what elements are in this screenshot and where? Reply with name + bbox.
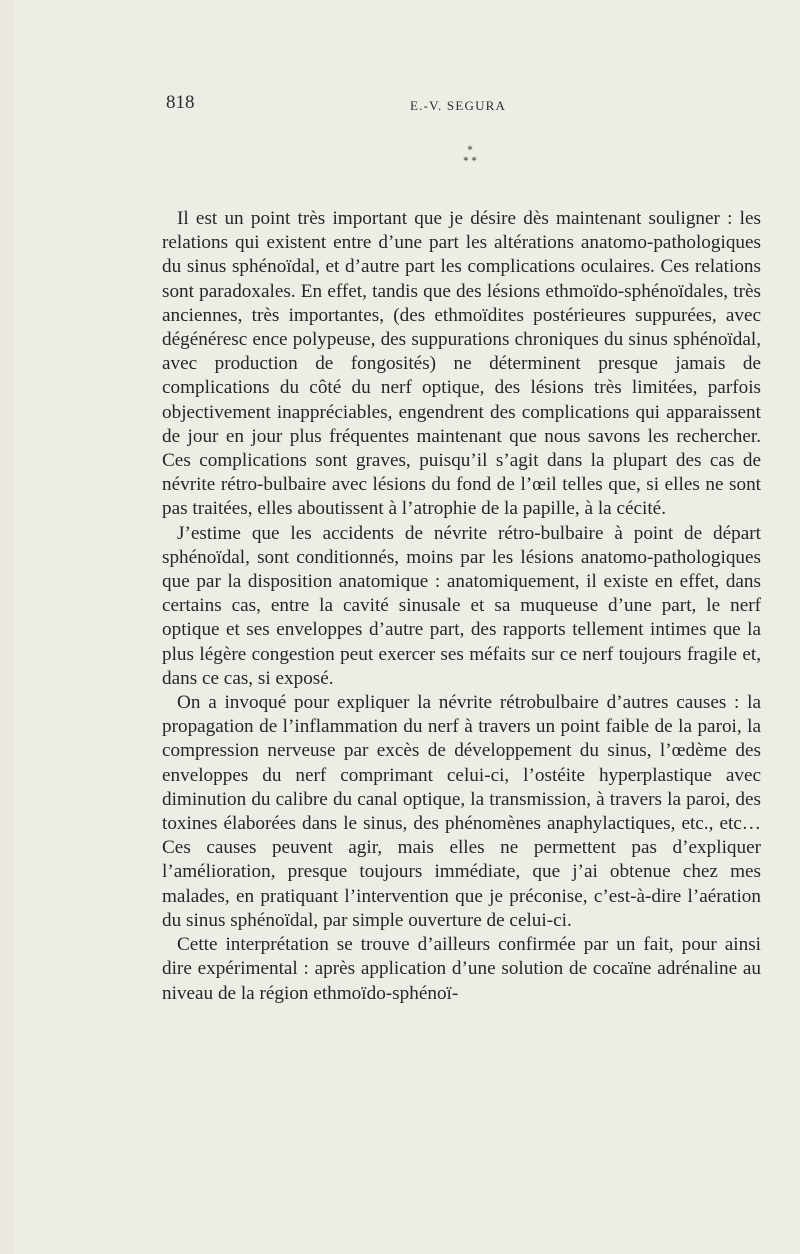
paragraph: On a invoqué pour expliquer la névrite rétrobulbaire d’autres causes : la propagation de l’inflammation du nerf à travers un point faible de la paroi, la compression nerveuse par excès de développement du sinus, l’œdème des enveloppes du nerf comprimant celui-ci, l’ostéite hyperplastique avec diminution du calibre du canal optique, la transmission, à travers la paroi, des toxines élaborées dans le sinus, des phénomènes anaphylactiques, etc., etc… Ces causes peuvent agir, mais elles ne permettent pas d’expliquer l’amélioration, presque toujours immédiate, que j’ai obtenue chez mes malades, en pratiquant l’intervention que je préconise, c’est-à-dire l’aération du sinus sphénoïdal, par simple ouverture de celui-ci. [162, 692, 761, 931]
paragraph: Cette interprétation se trouve d’ailleurs confirmée par un fait, pour ainsi dire expérimental : après application d’une solution de cocaïne adrénaline au niveau de la région ethmoïdo-sphénoï- [162, 934, 761, 1004]
page-number: 818 [166, 92, 195, 113]
running-title: E.-V. SEGURA [410, 98, 507, 113]
section-separator [440, 146, 500, 168]
body-text [162, 207, 761, 1006]
separator-star-bottom: * * [463, 156, 477, 167]
paragraph: Il est un point très important que je désire dès maintenant souligner : les relations qui existent entre d’une part les altérations anatomo-pathologiques du sinus sphénoïdal, et d’autre part les complications oculaires. Ces relations sont paradoxales. En effet, tandis que des lésions ethmoïdo-sphénoïdales, très anciennes, très importantes, (des ethmoïdites postérieures suppurées, avec dégénéresc ence polypeuse, des suppurations chroniques du sinus sphénoïdal, avec production de fongosités) ne déterminent presque jamais de complications du côté du nerf optique, des lésions très limitées, parfois objectivement inappréciables, engendrent des complications qui apparaissent de jour en jour plus fréquentes maintenant que nous savons les rechercher. Ces complications sont graves, puisqu’il s’agit dans la plupart des cas de névrite rétro-bulbaire avec lésions du fond de l’œil telles que, si elles ne sont pas traitées, elles aboutissent à l’atrophie de la papille, à la cécité. [162, 208, 761, 520]
paragraph: J’estime que les accidents de névrite rétro-bulbaire à point de départ sphénoïdal, sont conditionnés, moins par les lésions anatomo-pathologiques que par la disposition anatomique : anatomiquement, il existe en effet, dans certains cas, entre la cavité sinusale et sa muqueuse d’une part, le nerf optique et ses enveloppes d’autre part, des rapports tellement intimes que la plus légère congestion peut exercer ses méfaits sur ce nerf toujours fragile et, dans ce cas, si exposé. [162, 522, 761, 689]
separator-star-top: * [467, 145, 473, 156]
